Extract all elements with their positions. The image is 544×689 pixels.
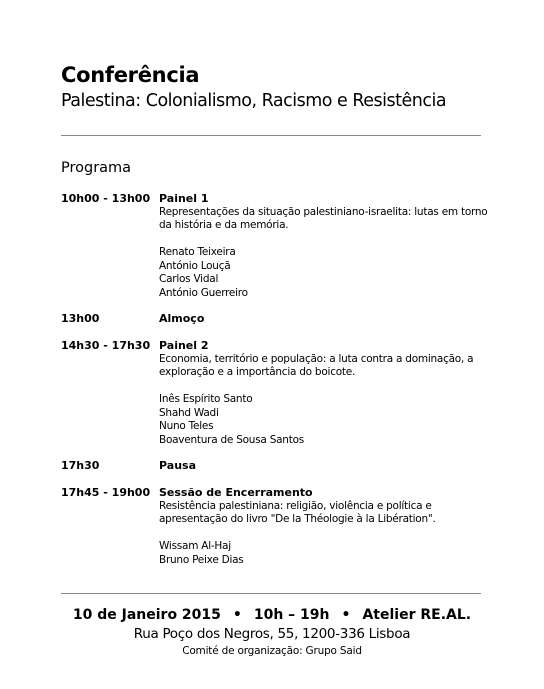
session-body [159,192,489,300]
session-time: 17h30 [61,459,100,472]
speaker-name: Nuno Teles [159,420,214,432]
session-time: 10h00 - 13h00 [61,192,151,205]
speaker-name: António Louçã [159,259,231,272]
bottom-divider [61,593,481,594]
session-description: Representações da situação palestiniano-israelita: lutas em torno da história e da memória. [159,205,488,231]
session-body [159,312,489,326]
session-body [159,459,489,473]
session-time: 13h00 [61,312,100,325]
session-description: Economia, território e população: a luta contra a dominação, a exploração e a importância do boicote. [159,352,474,378]
page-subtitle: Palestina: Colonialismo, Racismo e Resistência [61,91,447,111]
speaker-name: Inês Espírito Santo [159,393,253,405]
session-body [159,486,489,567]
page-title: Conferência [61,63,200,87]
session-time: 14h30 - 17h30 [61,339,151,352]
speaker-name: Bruno Peixe Dias [159,553,244,566]
bullet-separator: • [232,607,242,623]
session-title: Almoço [159,312,205,325]
speaker-name: Carlos Vidal [159,273,219,285]
speaker-name: António Guerreiro [159,286,248,299]
speaker-name: Shahd Wadi [159,406,219,419]
speaker-list [159,246,489,300]
program-heading: Programa [61,160,132,176]
speaker-name: Renato Teixeira [159,246,236,258]
session-title: Painel 2 [159,339,209,352]
session-title: Sessão de Encerramento [159,486,313,499]
session-body [159,339,489,447]
speaker-name: Boaventura de Sousa Santos [159,433,304,446]
event-hours: 10h – 19h [253,607,330,623]
session-description: Resistência palestiniana: religião, violência e política e apresentação do livro "De la Théologie à la Libération". [159,499,436,525]
organizer-credit: Comité de organização: Grupo Said [182,645,362,657]
event-venue: Atelier RE.AL. [362,607,472,623]
session-time: 17h45 - 19h00 [61,486,151,499]
top-divider [61,135,481,136]
event-date: 10 de Janeiro 2015 [72,607,221,623]
event-details [0,607,544,623]
event-address: Rua Poço dos Negros, 55, 1200-336 Lisboa [133,626,411,642]
bullet-separator: • [341,607,351,623]
speaker-name: Wissam Al-Haj [159,540,231,552]
session-title: Pausa [159,459,196,472]
speaker-list [159,540,489,567]
speaker-list [159,393,489,447]
session-title: Painel 1 [159,192,209,205]
